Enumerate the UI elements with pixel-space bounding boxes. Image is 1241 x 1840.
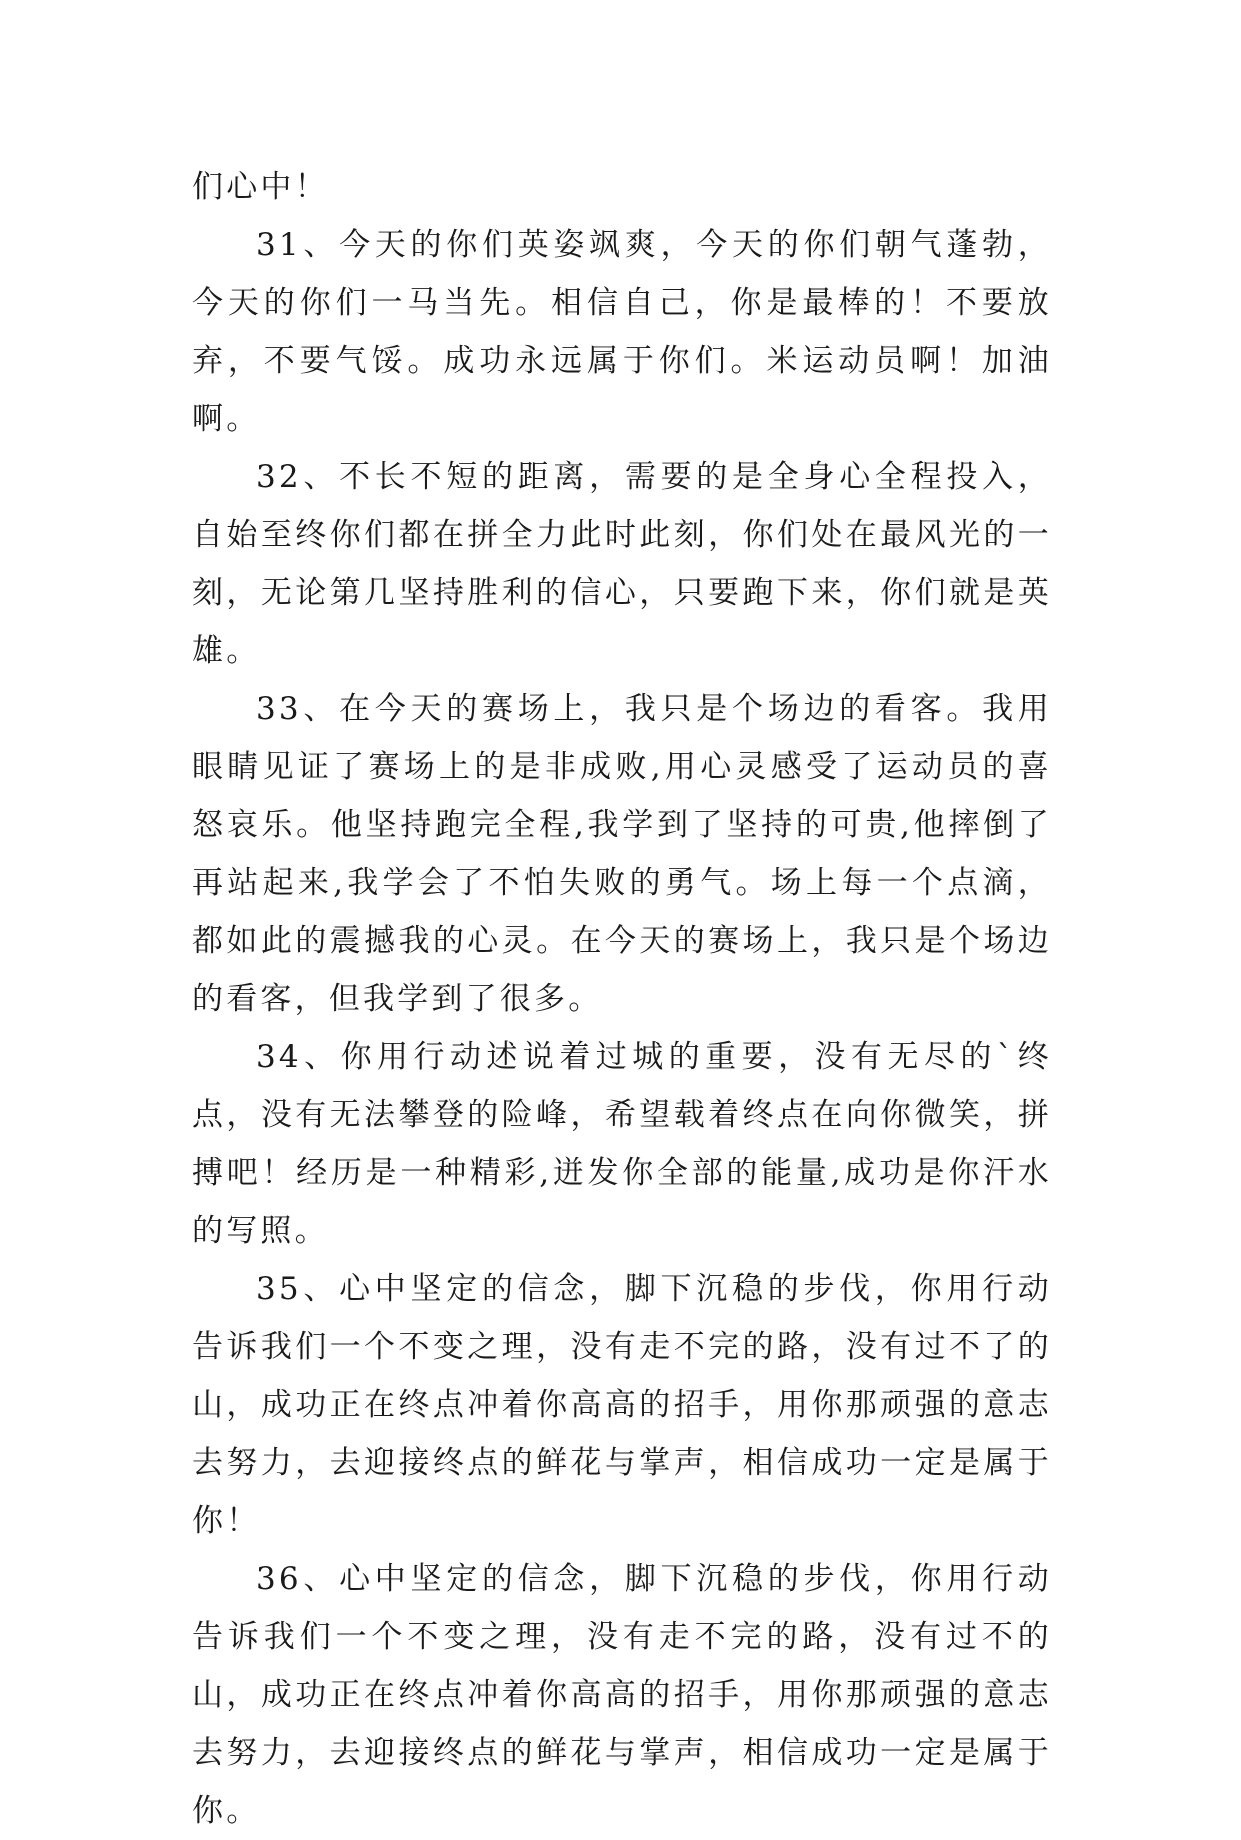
paragraph-36: 36、心中坚定的信念，脚下沉稳的步伐，你用行动告诉我们一个不变之理，没有走不完的路，没有过不的山，成功正在终点冲着你高高的招手，用你那顽强的意志去努力，去迎接终点的鲜花与掌声，相信成功一定是属于你。: [192, 1561, 1052, 1829]
paragraph-34: 34、你用行动述说着过城的重要，没有无尽的`终点，没有无法攀登的险峰，希望载着终点在向你微笑，拼搏吧！经历是一种精彩,迸发你全部的能量,成功是你汗水的写照。: [192, 1039, 1052, 1249]
paragraph-31: 31、今天的你们英姿飒爽，今天的你们朝气蓬勃，今天的你们一马当先。相信自己，你是最棒的！不要放弃，不要气馁。成功永远属于你们。米运动员啊！加油啊。: [192, 227, 1052, 437]
paragraph-33: 33、在今天的赛场上，我只是个场边的看客。我用眼睛见证了赛场上的是非成败,用心灵感受了运动员的喜怒哀乐。他坚持跑完全程,我学到了坚持的可贵,他摔倒了再站起来,我学会了不怕失败的勇气。场上每一个点滴，都如此的震撼我的心灵。在今天的赛场上，我只是个场边的看客，但我学到了很多。: [192, 691, 1052, 1017]
paragraph-continuation: 们心中！: [192, 169, 329, 205]
document-body: [192, 158, 1052, 1840]
paragraph-32: 32、不长不短的距离，需要的是全身心全程投入，自始至终你们都在拼全力此时此刻，你们处在最风光的一刻，无论第几坚持胜利的信心，只要跑下来，你们就是英雄。: [192, 459, 1052, 669]
paragraph-35: 35、心中坚定的信念，脚下沉稳的步伐，你用行动告诉我们一个不变之理，没有走不完的路，没有过不了的山，成功正在终点冲着你高高的招手，用你那顽强的意志去努力，去迎接终点的鲜花与掌声，相信成功一定是属于你！: [192, 1271, 1052, 1539]
